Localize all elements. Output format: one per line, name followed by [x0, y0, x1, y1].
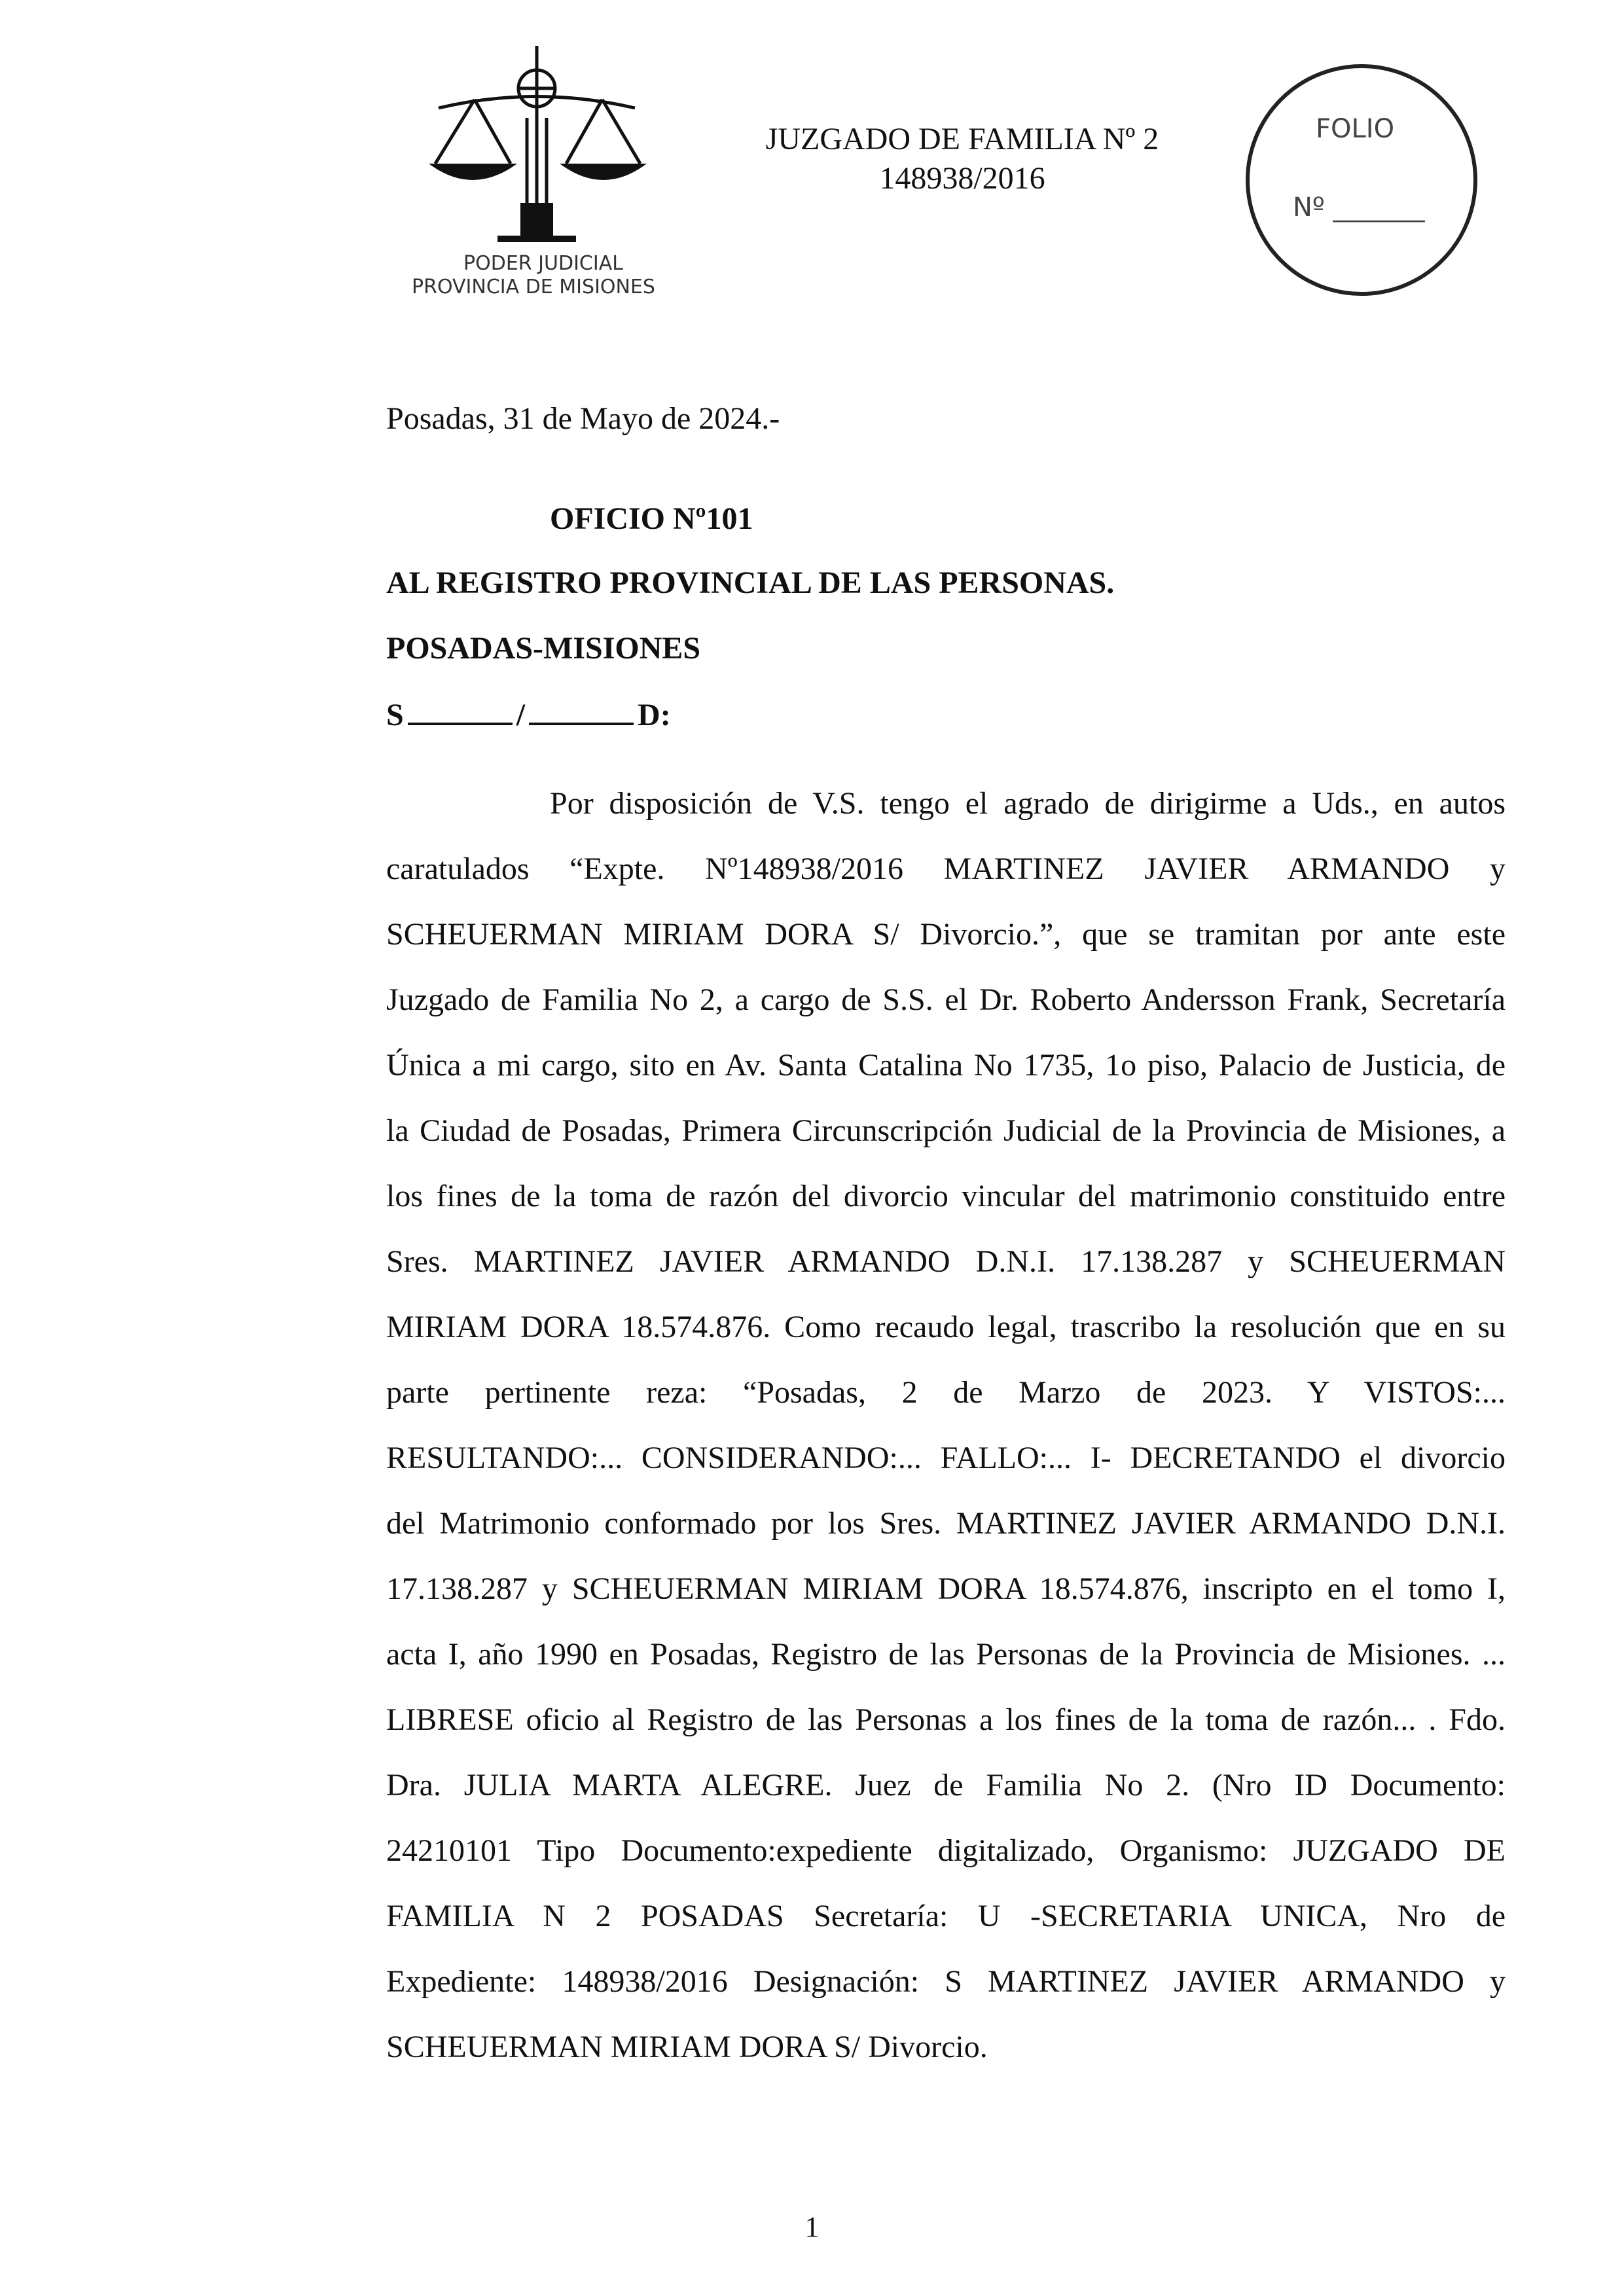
- body-line: Sres. MARTINEZ JAVIER ARMANDO D.N.I. 17.138.287 y SCHEUERMAN: [386, 1244, 1506, 1279]
- court-name: JUZGADO DE FAMILIA Nº 2: [765, 122, 1159, 156]
- body-line: Dra. JULIA MARTA ALEGRE. Juez de Familia No 2. (Nro ID Documento:: [386, 1768, 1506, 1803]
- body-line: SCHEUERMAN MIRIAM DORA S/ Divorcio.”, que se tramitan por ante este: [386, 917, 1506, 952]
- sd-blank-1: [408, 698, 513, 725]
- body-line: RESULTANDO:... CONSIDERANDO:... FALLO:... I- DECRETANDO el divorcio: [386, 1441, 1506, 1475]
- scales-of-justice-icon: [399, 39, 687, 295]
- body-line: MIRIAM DORA 18.574.876. Como recaudo legal, trascribo la resolución que en su: [386, 1310, 1506, 1344]
- page-number: 1: [804, 2211, 820, 2243]
- sd-d: D:: [638, 698, 671, 732]
- body-line: acta I, año 1990 en Posadas, Registro de las Personas de la Provincia de Misiones. ...: [386, 1637, 1506, 1672]
- logo-text-line2: PROVINCIA DE MISIONES: [412, 276, 655, 295]
- logo-text-line1: PODER JUDICIAL: [463, 252, 623, 275]
- body-line: del Matrimonio conformado por los Sres. MARTINEZ JAVIER ARMANDO D.N.I.: [386, 1506, 1506, 1541]
- body-line: 17.138.287 y SCHEUERMAN MIRIAM DORA 18.574.876, inscripto en el tomo I,: [386, 1571, 1506, 1606]
- oficio-number: OFICIO Nº101: [550, 501, 753, 536]
- body-line: Única a mi cargo, sito en Av. Santa Catalina No 1735, 1o piso, Palacio de Justicia, de: [386, 1048, 1506, 1083]
- body-line: 24210101 Tipo Documento:expediente digitalizado, Organismo: JUZGADO DE: [386, 1833, 1506, 1868]
- body-line: parte pertinente reza: “Posadas, 2 de Marzo de 2023. Y VISTOS:...: [386, 1375, 1506, 1410]
- body-line: caratulados “Expte. Nº148938/2016 MARTINEZ JAVIER ARMANDO y: [386, 852, 1506, 886]
- body-line: Por disposición de V.S. tengo el agrado de dirigirme a Uds., en autos: [550, 786, 1506, 821]
- folio-number-label: Nº _______: [1293, 192, 1425, 223]
- body-line: SCHEUERMAN MIRIAM DORA S/ Divorcio.: [386, 2030, 988, 2064]
- body-line: Juzgado de Familia No 2, a cargo de S.S. el Dr. Roberto Andersson Frank, Secretaría: [386, 982, 1506, 1017]
- body-line: FAMILIA N 2 POSADAS Secretaría: U -SECRETARIA UNICA, Nro de: [386, 1899, 1506, 1933]
- letter-date: Posadas, 31 de Mayo de 2024.-: [386, 401, 780, 436]
- body-line: los fines de la toma de razón del divorcio vincular del matrimonio constituido entre: [386, 1179, 1506, 1213]
- case-number: 148938/2016: [879, 161, 1045, 196]
- body-line: Expediente: 148938/2016 Designación: S MARTINEZ JAVIER ARMANDO y: [386, 1964, 1506, 1999]
- recipient: AL REGISTRO PROVINCIAL DE LAS PERSONAS.: [386, 565, 1115, 600]
- judicial-logo: [399, 39, 687, 295]
- letter-body: [386, 784, 1506, 2093]
- body-line: la Ciudad de Posadas, Primera Circunscripción Judicial de la Provincia de Misiones, a: [386, 1113, 1506, 1148]
- court-header: [707, 120, 1218, 198]
- folio-stamp: [1244, 62, 1479, 298]
- salutation-sd: [386, 697, 671, 733]
- sd-blank-2: [529, 698, 634, 725]
- sd-s: S: [386, 698, 404, 732]
- body-line: LIBRESE oficio al Registro de las Personas a los fines de la toma de razón... . Fdo.: [386, 1702, 1506, 1737]
- recipient-city: POSADAS-MISIONES: [386, 631, 701, 666]
- folio-label: FOLIO: [1316, 114, 1395, 144]
- sd-slash: /: [516, 698, 526, 732]
